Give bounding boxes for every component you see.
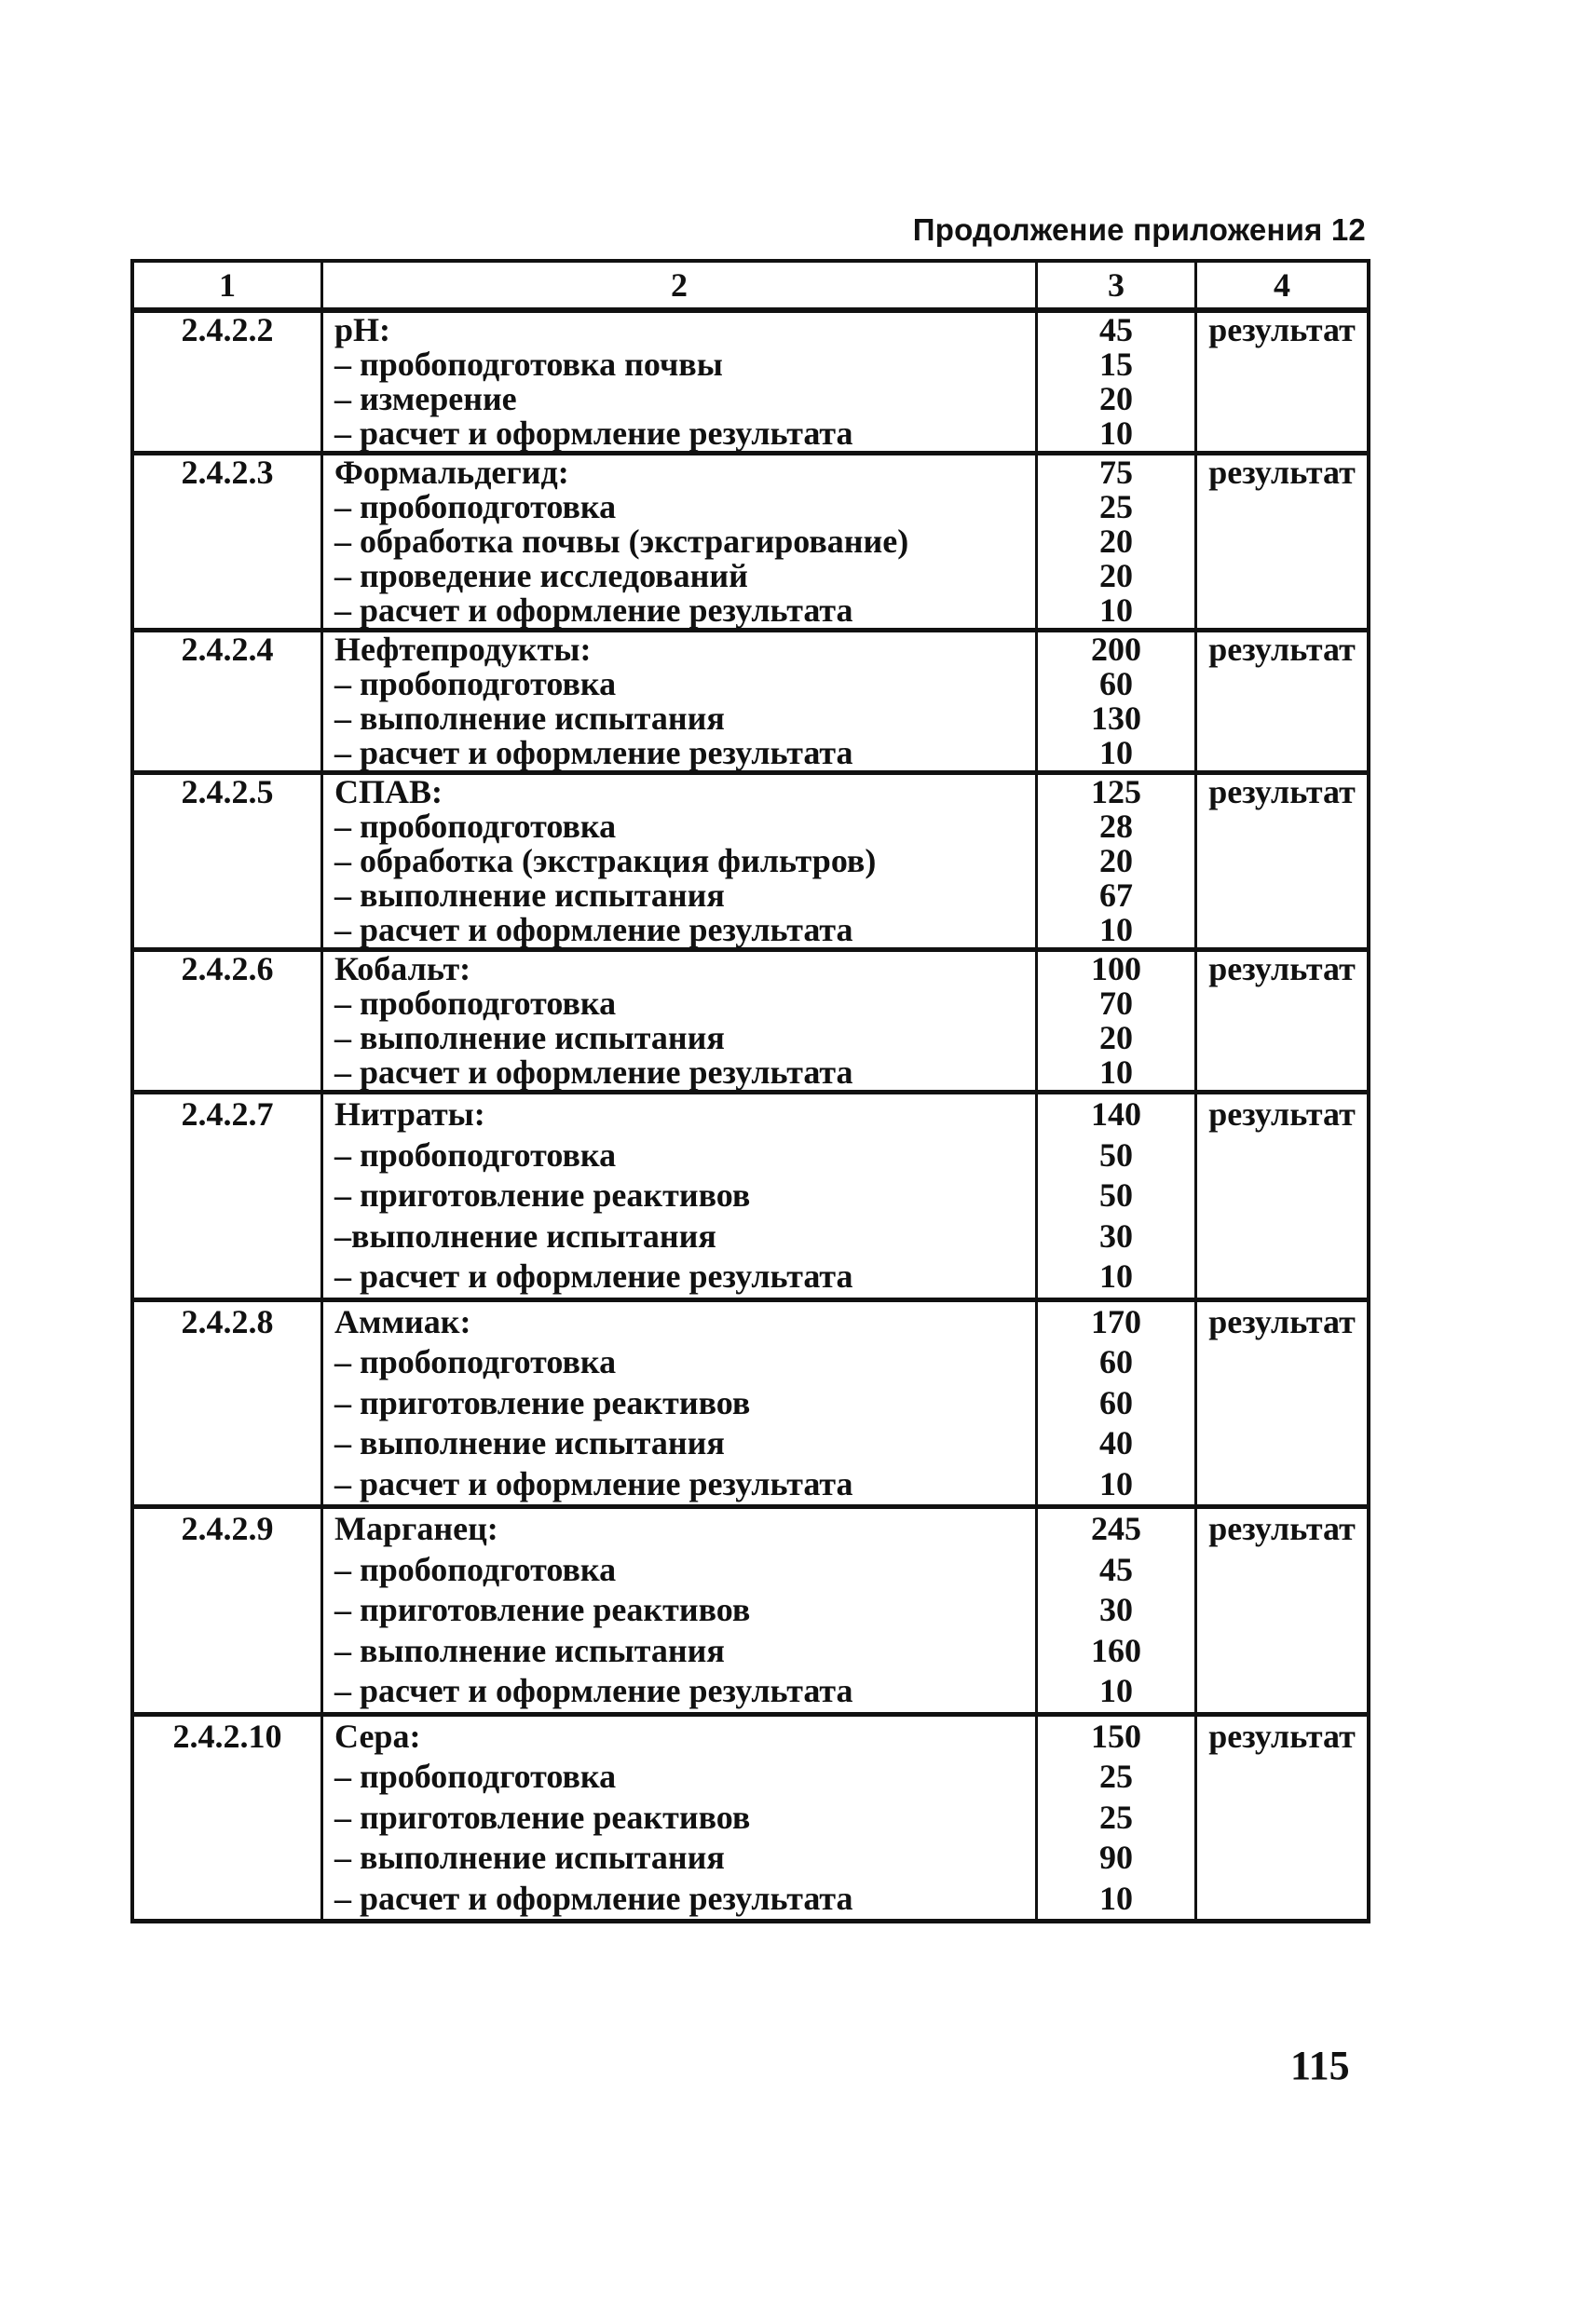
step-value: 10 bbox=[1099, 734, 1133, 771]
item-step: – выполнение испытания bbox=[334, 1631, 725, 1669]
row-values bbox=[1037, 1093, 1196, 1300]
row-description bbox=[322, 773, 1037, 950]
header-col-4: 4 bbox=[1196, 261, 1370, 310]
item-step: –выполнение испытания bbox=[334, 1216, 716, 1255]
step-value: 60 bbox=[1099, 1383, 1133, 1421]
header-col-1: 1 bbox=[132, 261, 322, 310]
code-text: 2.4.2.4 bbox=[181, 631, 274, 668]
item-step: – приготовление реактивов bbox=[334, 1383, 751, 1421]
item-step: – пробоподготовка bbox=[334, 1550, 617, 1588]
step-value: 10 bbox=[1099, 1053, 1133, 1091]
row-result bbox=[1196, 1714, 1370, 1922]
item-total: 245 bbox=[1091, 1510, 1141, 1547]
row-values bbox=[1037, 310, 1196, 454]
result-text: результат bbox=[1208, 631, 1356, 668]
result-text: результат bbox=[1208, 454, 1356, 491]
result-text: результат bbox=[1208, 1095, 1356, 1133]
item-step: – приготовление реактивов bbox=[334, 1798, 751, 1836]
step-value: 160 bbox=[1091, 1631, 1141, 1669]
item-title: Марганец: bbox=[334, 1510, 498, 1547]
step-value: 10 bbox=[1099, 1672, 1133, 1709]
item-title: Кобальт: bbox=[334, 950, 471, 987]
item-step: – расчет и оформление результата bbox=[334, 415, 853, 452]
step-value: 30 bbox=[1099, 1591, 1133, 1628]
header-col-2: 2 bbox=[322, 261, 1037, 310]
table-header bbox=[132, 261, 1369, 310]
step-value: 20 bbox=[1099, 380, 1133, 417]
row-values bbox=[1037, 773, 1196, 950]
table-row bbox=[132, 1507, 1369, 1715]
step-value: 20 bbox=[1099, 842, 1133, 879]
item-step: – выполнение испытания bbox=[334, 1424, 725, 1461]
item-step: – пробоподготовка bbox=[334, 1343, 617, 1380]
row-result bbox=[1196, 631, 1370, 773]
item-step: – обработка (экстракция фильтров) bbox=[334, 842, 877, 879]
row-code bbox=[132, 454, 322, 631]
step-value: 50 bbox=[1099, 1176, 1133, 1214]
item-step: – пробоподготовка bbox=[334, 985, 617, 1022]
step-value: 10 bbox=[1099, 1464, 1133, 1502]
result-text: результат bbox=[1208, 1302, 1356, 1340]
table-row bbox=[132, 1093, 1369, 1300]
result-text: результат bbox=[1208, 773, 1356, 810]
item-title: Нефтепродукты: bbox=[334, 631, 592, 668]
row-code bbox=[132, 1714, 322, 1922]
result-text: результат bbox=[1208, 1510, 1356, 1547]
step-value: 10 bbox=[1099, 1257, 1133, 1295]
row-result bbox=[1196, 1507, 1370, 1715]
row-result bbox=[1196, 454, 1370, 631]
item-step: – приготовление реактивов bbox=[334, 1591, 751, 1628]
row-code bbox=[132, 1299, 322, 1507]
step-value: 45 bbox=[1099, 1550, 1133, 1588]
step-value: 90 bbox=[1099, 1839, 1133, 1876]
header-row bbox=[132, 261, 1369, 310]
item-step: – пробоподготовка почвы bbox=[334, 346, 723, 383]
row-values bbox=[1037, 950, 1196, 1093]
table-caption: Продолжение приложения 12 bbox=[912, 212, 1366, 247]
step-value: 70 bbox=[1099, 985, 1133, 1022]
step-value: 20 bbox=[1099, 523, 1133, 560]
item-step: – расчет и оформление результата bbox=[334, 591, 853, 629]
step-value: 25 bbox=[1099, 488, 1133, 525]
item-step: – расчет и оформление результата bbox=[334, 1257, 853, 1295]
item-step: – обработка почвы (экстрагирование) bbox=[334, 523, 909, 560]
step-value: 60 bbox=[1099, 665, 1133, 702]
item-title: Сера: bbox=[334, 1717, 421, 1755]
item-step: – пробоподготовка bbox=[334, 488, 617, 525]
table-row bbox=[132, 454, 1369, 631]
item-title: СПАВ: bbox=[334, 773, 443, 810]
item-title: рН: bbox=[334, 311, 391, 348]
code-text: 2.4.2.6 bbox=[181, 950, 274, 987]
item-total: 125 bbox=[1091, 773, 1141, 810]
row-description bbox=[322, 1093, 1037, 1300]
item-step: – расчет и оформление результата bbox=[334, 1053, 853, 1091]
row-code bbox=[132, 310, 322, 454]
step-value: 25 bbox=[1099, 1758, 1133, 1795]
step-value: 15 bbox=[1099, 346, 1133, 383]
table-row bbox=[132, 631, 1369, 773]
code-text: 2.4.2.8 bbox=[181, 1302, 274, 1340]
item-step: – пробоподготовка bbox=[334, 808, 617, 845]
item-total: 150 bbox=[1091, 1717, 1141, 1755]
item-total: 100 bbox=[1091, 950, 1141, 987]
item-total: 200 bbox=[1091, 631, 1141, 668]
row-code bbox=[132, 1093, 322, 1300]
page-number: 115 bbox=[1290, 2043, 1350, 2088]
row-result bbox=[1196, 1093, 1370, 1300]
step-value: 28 bbox=[1099, 808, 1133, 845]
row-description bbox=[322, 310, 1037, 454]
item-step: – пробоподготовка bbox=[334, 1758, 617, 1795]
row-description bbox=[322, 950, 1037, 1093]
row-code bbox=[132, 773, 322, 950]
item-title: Формальдегид: bbox=[334, 454, 569, 491]
item-step: – выполнение испытания bbox=[334, 877, 725, 914]
step-value: 30 bbox=[1099, 1216, 1133, 1255]
item-total: 170 bbox=[1091, 1302, 1141, 1340]
item-title: Аммиак: bbox=[334, 1302, 471, 1340]
step-value: 67 bbox=[1099, 877, 1133, 914]
item-step: – выполнение испытания bbox=[334, 1839, 725, 1876]
step-value: 10 bbox=[1099, 415, 1133, 452]
code-text: 2.4.2.3 bbox=[181, 454, 274, 491]
row-description bbox=[322, 1714, 1037, 1922]
item-total: 140 bbox=[1091, 1095, 1141, 1133]
code-text: 2.4.2.5 bbox=[181, 773, 274, 810]
data-table bbox=[130, 259, 1370, 1923]
item-step: – расчет и оформление результата bbox=[334, 1464, 853, 1502]
code-text: 2.4.2.7 bbox=[181, 1095, 274, 1133]
item-step: – пробоподготовка bbox=[334, 1135, 617, 1174]
step-value: 10 bbox=[1099, 591, 1133, 629]
row-result bbox=[1196, 1299, 1370, 1507]
row-values bbox=[1037, 1299, 1196, 1507]
step-value: 10 bbox=[1099, 911, 1133, 948]
item-step: – расчет и оформление результата bbox=[334, 1672, 853, 1709]
row-result bbox=[1196, 773, 1370, 950]
step-value: 50 bbox=[1099, 1135, 1133, 1174]
table-row bbox=[132, 310, 1369, 454]
item-step: – расчет и оформление результата bbox=[334, 1879, 853, 1917]
step-value: 10 bbox=[1099, 1879, 1133, 1917]
step-value: 20 bbox=[1099, 557, 1133, 594]
item-step: – выполнение испытания bbox=[334, 1019, 725, 1056]
item-step: – расчет и оформление результата bbox=[334, 911, 853, 948]
row-description bbox=[322, 631, 1037, 773]
table-row bbox=[132, 1714, 1369, 1922]
code-text: 2.4.2.10 bbox=[172, 1717, 282, 1755]
row-code bbox=[132, 950, 322, 1093]
result-text: результат bbox=[1208, 311, 1356, 348]
table-row bbox=[132, 950, 1369, 1093]
row-result bbox=[1196, 950, 1370, 1093]
row-code bbox=[132, 1507, 322, 1715]
item-step: – пробоподготовка bbox=[334, 665, 617, 702]
step-value: 40 bbox=[1099, 1424, 1133, 1461]
item-step: – выполнение испытания bbox=[334, 700, 725, 737]
item-total: 45 bbox=[1099, 311, 1133, 348]
item-total: 75 bbox=[1099, 454, 1133, 491]
code-text: 2.4.2.2 bbox=[181, 311, 274, 348]
row-description bbox=[322, 1507, 1037, 1715]
item-step: – расчет и оформление результата bbox=[334, 734, 853, 771]
item-title: Нитраты: bbox=[334, 1095, 485, 1133]
row-result bbox=[1196, 310, 1370, 454]
row-code bbox=[132, 631, 322, 773]
row-values bbox=[1037, 1714, 1196, 1922]
step-value: 130 bbox=[1091, 700, 1141, 737]
step-value: 60 bbox=[1099, 1343, 1133, 1380]
table-row bbox=[132, 1299, 1369, 1507]
row-values bbox=[1037, 1507, 1196, 1715]
item-step: – приготовление реактивов bbox=[334, 1176, 751, 1214]
table-body bbox=[132, 310, 1369, 1922]
code-text: 2.4.2.9 bbox=[181, 1510, 274, 1547]
row-description bbox=[322, 1299, 1037, 1507]
result-text: результат bbox=[1208, 950, 1356, 987]
table-row bbox=[132, 773, 1369, 950]
step-value: 25 bbox=[1099, 1798, 1133, 1836]
step-value: 20 bbox=[1099, 1019, 1133, 1056]
row-values bbox=[1037, 454, 1196, 631]
item-step: – проведение исследований bbox=[334, 557, 748, 594]
header-col-3: 3 bbox=[1037, 261, 1196, 310]
item-step: – измерение bbox=[334, 380, 517, 417]
row-description bbox=[322, 454, 1037, 631]
result-text: результат bbox=[1208, 1717, 1356, 1755]
row-values bbox=[1037, 631, 1196, 773]
